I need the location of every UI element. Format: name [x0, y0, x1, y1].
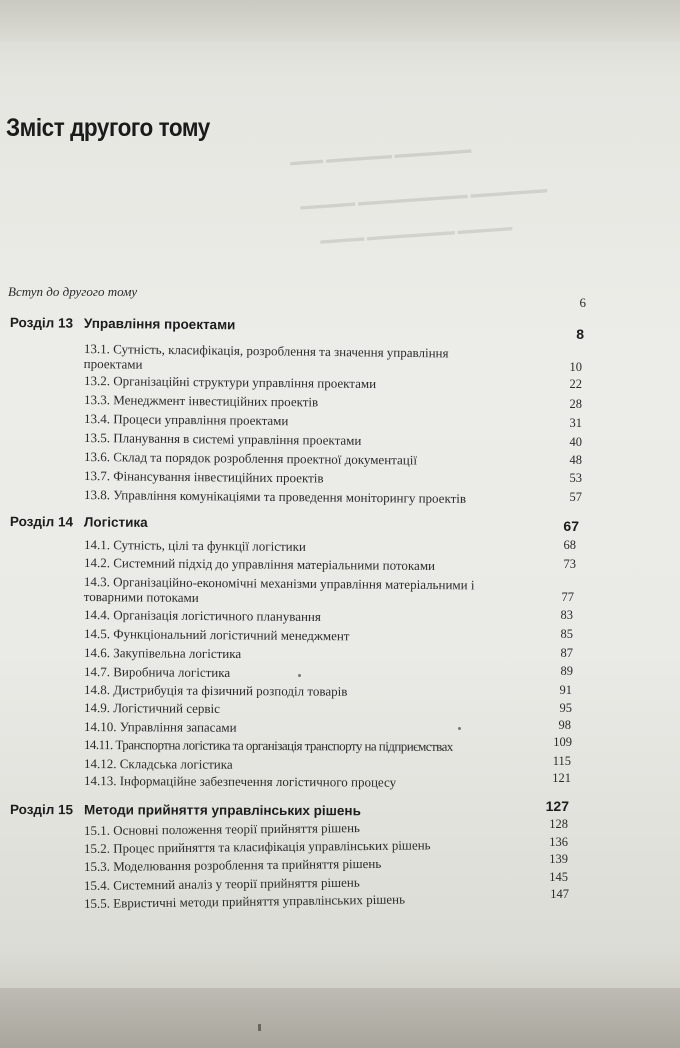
toc-page-number: 136 [549, 835, 568, 849]
section-title: Логістика [83, 514, 148, 530]
page-bottom-edge [0, 988, 680, 1048]
page-top-edge [0, 0, 680, 42]
toc-page-number: 10 [569, 360, 582, 374]
toc-entry: 15.2. Процес прийняття та класифікація управлінських рішень [83, 837, 431, 856]
toc-page-number: 98 [558, 718, 571, 732]
intro-page-number: 6 [579, 295, 586, 310]
toc-page-number: 83 [560, 608, 573, 622]
toc-page-number: 73 [563, 557, 576, 571]
section-page-number: 8 [576, 326, 584, 342]
toc-page-number: 40 [569, 435, 582, 449]
toc-page-number: 77 [561, 590, 574, 604]
toc-page-number: 121 [552, 771, 571, 785]
toc-page-number: 128 [549, 817, 568, 831]
page-title: Зміст другого тому [6, 114, 210, 142]
toc-page-number: 115 [552, 754, 571, 768]
speck [458, 727, 461, 730]
toc-entry: 15.5. Евристичні методи прийняття управлінських рішень [83, 891, 406, 911]
section-number: Розділ 15 [9, 802, 74, 818]
section-number: Розділ 13 [9, 315, 74, 331]
bleed-through-text: ▬▬▬▬ ▬▬▬▬▬▬▬▬ ▬▬▬▬▬ [319, 221, 513, 247]
toc-entry: 14.13. Інформаційне забезпечення логістичного процесу [83, 773, 397, 790]
toc-page-number: 89 [560, 664, 573, 678]
intro-label: Вступ до другого тому [8, 284, 138, 299]
toc-entry: 14.7. Виробнича логістика [83, 664, 231, 681]
toc-entry: 14.11. Транспортна логістика та організація транспорту на підприємствах [83, 737, 453, 754]
toc-entry: 15.4. Системний аналіз у теорії прийняття рішень [83, 874, 360, 893]
toc-entry: 13.5. Планування в системі управління проектами [83, 430, 362, 448]
toc-entry: 13.1. Сутність, класифікація, розроблення та значення управління проектами [83, 341, 449, 372]
toc-page-number: 109 [553, 735, 572, 749]
section-page-number: 127 [545, 798, 569, 814]
toc-entry: 14.9. Логістичний сервіс [83, 700, 221, 716]
toc-entry: 14.6. Закупівельна логістика [83, 645, 242, 662]
toc-page-number: 95 [559, 701, 572, 715]
toc-page-number: 85 [560, 627, 573, 641]
toc-entry: 14.12. Складська логістика [83, 756, 233, 772]
speck [298, 674, 301, 677]
toc-page-number: 48 [569, 453, 582, 467]
toc-entry: 13.4. Процеси управління проектами [83, 411, 289, 429]
toc-page-number: 68 [563, 538, 576, 552]
toc-entry: 15.1. Основні положення теорії прийняття рішень [83, 820, 361, 838]
toc-page-number: 57 [569, 490, 582, 504]
toc-page-number: 22 [569, 377, 582, 391]
toc-entry: 14.10. Управління запасами [83, 719, 237, 735]
toc-entry: 14.1. Сутність, цілі та функції логістики [83, 537, 306, 554]
toc-entry: 13.8. Управління комунікаціями та проведення моніторингу проектів [83, 487, 467, 507]
toc-page-number: 31 [569, 416, 582, 430]
bleed-through-text: ▬▬▬ ▬▬▬▬▬▬ ▬▬▬▬▬▬▬ [289, 143, 472, 169]
toc-page-number: 139 [549, 852, 568, 866]
bleed-through-text: ▬▬▬▬▬ ▬▬▬▬▬▬▬▬▬▬ ▬▬▬▬▬▬▬ [299, 183, 548, 213]
toc-entry: 14.4. Організація логістичного планування [83, 607, 321, 625]
toc-page-number: 28 [569, 397, 582, 411]
toc-entry: 14.5. Функціональний логістичний менеджмент [83, 626, 350, 644]
toc-entry: 14.8. Дистрибуція та фізичний розподіл товарів [83, 682, 348, 699]
section-title: Методи прийняття управлінських рішень [83, 802, 361, 819]
section-number: Розділ 14 [9, 514, 74, 530]
toc-page-number: 91 [559, 683, 572, 697]
toc-entry: 13.6. Склад та порядок розроблення проектної документації [83, 449, 418, 468]
toc-entry: 14.2. Системний підхід до управління матеріальними потоками [83, 555, 436, 574]
toc-entry: 14.3. Організаційно-економічні механізми управління матеріальними і товарними потоками [83, 574, 475, 606]
toc-entry: 13.7. Фінансування інвестиційних проектів [83, 468, 324, 486]
toc-page-number: 145 [549, 870, 568, 884]
toc-page-number: 53 [569, 471, 582, 485]
toc-entry: 13.3. Менеджмент інвестиційних проектів [83, 392, 319, 410]
speck [258, 1024, 261, 1031]
toc-entry: 15.3. Моделювання розроблення та прийняття рішень [83, 855, 382, 874]
section-page-number: 67 [563, 518, 579, 534]
toc-page-number: 87 [560, 646, 573, 660]
toc-page-number: 147 [550, 887, 569, 901]
section-title: Управління проектами [83, 315, 236, 333]
toc-entry: 13.2. Організаційні структури управління проектами [83, 373, 377, 392]
